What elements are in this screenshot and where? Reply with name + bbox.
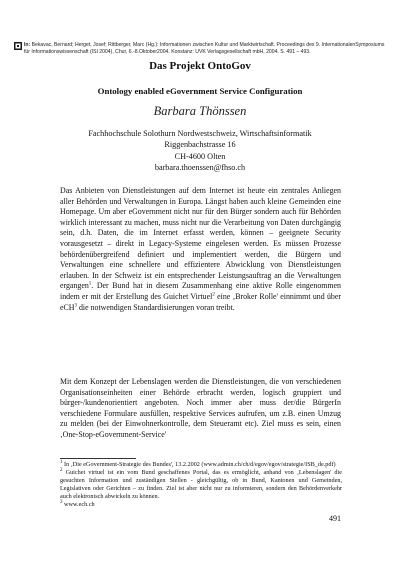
footnotes [60,461,342,509]
footnote-ref-2: 2 [212,292,215,298]
footnote-divider [60,458,136,459]
publisher-logo-icon [14,42,22,50]
affiliation-block [0,128,400,174]
footnote-3 [60,501,342,509]
footnote-ref-3: 3 [74,302,77,308]
footnote-text: Guichet virtuel ist ein vom Bund geschaffenes Portal, das es ermöglicht, anhand von ‚Lebenslagen' die gesuchten Information und zuständigen Stellen - gleichgültig, ob in Bund, Kantonen und Gemeinden, Legislativen oder Gerichten – zu finden. Ziel ist aber nicht nur zu informieren, sondern den Behördenverkehr auch elektronisch abwickeln zu können. [60,469,342,500]
citation-header [14,42,386,55]
paper-subtitle: Ontology enabled eGovernment Service Configuration [97,86,303,96]
paragraph-text: eine ‚Broker Rolle' einnimmt und über eCH [60,291,341,312]
footnote-1 [60,461,342,469]
citation-label: In: [24,42,31,48]
body-paragraph-1 [60,186,341,313]
paragraph-text: die notwendigen Standardisierungen voran treibt. [76,302,235,312]
affiliation-city: CH-4600 Olten [174,151,226,161]
footnote-text: www.ech.ch [62,501,95,508]
affiliation-institution: Fachhochschule Solothurn Nordwestschweiz, Wirtschaftsinformatik [88,129,312,138]
paper-title: Das Projekt OntoGov [149,60,251,72]
page-number: 491 [329,514,341,523]
footnote-text: In ‚Die eGovernment-Strategie des Bundes', 13.2.2002 (www.admin.ch/ch/d/egov/egov/strategie/ISB_de.pdf) [62,461,336,468]
citation-text: Bekavac, Bernard; Herget, Josef; Rittberger, Marc (Hg.): Informationen zwischen Kultur und Marktwirtschaft. Proceedings des 9. InternationalenSymposiums für Informationswissenschaft (ISI 2004), Chur, 6.-8.Oktober2004. Konstanz: UVK Verlagsgesellschaft mbH, 2004. S. 491 – 493. [24,42,385,55]
footnote-number: 2 [60,467,63,473]
paragraph-text: Das Anbieten von Dienstleistungen auf dem Internet ist heute ein zentrales Anliegen aller Behörden und Verwaltungen in Europa. Längst haben auch kleine Gemeinden eine Homepage. Um aber eGovernment nicht nur für den Bürger sondern auch für Behörden wirklich interessant zu machen, muss nicht nur die Verarbeitung von Daten durchgängig sein, d.h. Daten, die im Internet erfasst werden, können – geeignete Security vorausgesetzt – direkt in Legacy-Systeme eingelesen werden. Es müssen Prozesse behördenübergreifend definiert und implementiert werden, die Bürgern und Verwaltungen eine schnellere und effizientere Abwicklung von Dienstleistungen erlauben. In der Schweiz ist ein entsprechender Leistungsauftrag an die Verwaltungen ergangen [60,186,341,291]
footnote-ref-1: 1 [88,281,92,287]
body-paragraph-2: Mit dem Konzept der Lebenslagen werden die Dienstleistungen, die von verschiedenen Organisationseinheiten einer Behörde erbracht werden, logisch gruppiert und bürger-/kundenorientiert angeboten. Noch immer aber muss der/die BürgerIn verschiedene Formulare ausfüllen, respektive Services aufrufen, um z.B. einen Umzug zu melden (bei der Einwohnerkontrolle, dem Steueramt etc). Ziel muss es sein, einen ‚One-Stop-eGovernment-Service' [60,377,341,439]
affiliation-email: barbara.thoenssen@fhso.ch [154,163,246,173]
footnote-number: 3 [60,499,63,505]
footnote-number: 1 [60,459,63,465]
affiliation-street: Riggenbachstrasse 16 [164,140,236,150]
author-name: Barbara Thönssen [153,104,247,118]
paragraph-text: . Der Bund hat in diesem Zusammenhang eine aktive Rolle eingenommen indem er mit der Erstellung des Guichet Virtuel [60,281,341,301]
footnote-2 [60,469,342,501]
